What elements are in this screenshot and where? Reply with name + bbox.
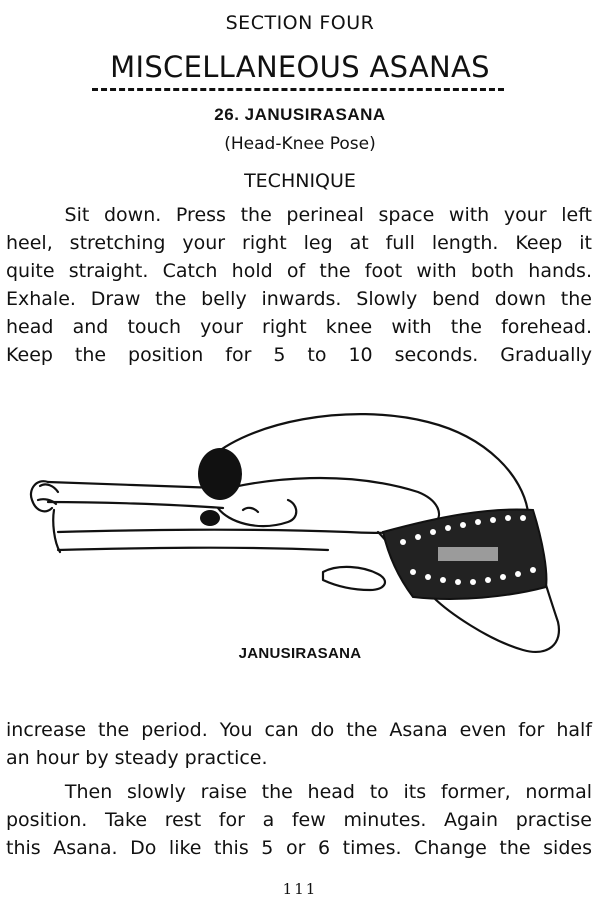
asana-subtitle: (Head-Knee Pose) bbox=[224, 134, 376, 154]
text-line: an hour by steady practice. bbox=[6, 747, 268, 769]
text-line: increase the period. You can do the Asana even for half bbox=[6, 719, 592, 741]
shorts-pattern bbox=[383, 509, 546, 598]
paragraph-technique-3 bbox=[6, 778, 592, 862]
text-line: this Asana. Do like this 5 or 6 times. Change the sides bbox=[6, 837, 592, 859]
text-line: head and touch your right knee with the forehead. bbox=[6, 316, 592, 338]
chapter-title: MISCELLANEOUS ASANAS bbox=[110, 50, 490, 84]
technique-heading: TECHNIQUE bbox=[244, 170, 356, 192]
section-heading: SECTION FOUR bbox=[225, 12, 375, 34]
text-line: Sit down. Press the perineal space with your left bbox=[6, 204, 592, 226]
page-number: 111 bbox=[282, 880, 318, 898]
asana-title: 26. JANUSIRASANA bbox=[214, 105, 386, 124]
text-line: Exhale. Draw the belly inwards. Slowly bend down the bbox=[6, 288, 592, 310]
text-line: position. Take rest for a few minutes. Again practise bbox=[6, 809, 592, 831]
paragraph-technique-1 bbox=[6, 201, 592, 369]
pose-drawing bbox=[18, 382, 573, 662]
figure-caption: JANUSIRASANA bbox=[238, 645, 362, 662]
janusirasana-illustration bbox=[18, 382, 573, 662]
text-line: Keep the position for 5 to 10 seconds. Gradually bbox=[6, 344, 592, 366]
text-line: Then slowly raise the head to its former, normal bbox=[6, 781, 592, 803]
text-line: heel, stretching your right leg at full length. Keep it bbox=[6, 232, 592, 254]
text-line: quite straight. Catch hold of the foot with both hands. bbox=[6, 260, 592, 282]
paragraph-technique-2 bbox=[6, 716, 592, 772]
chapter-title-underline bbox=[92, 88, 504, 91]
